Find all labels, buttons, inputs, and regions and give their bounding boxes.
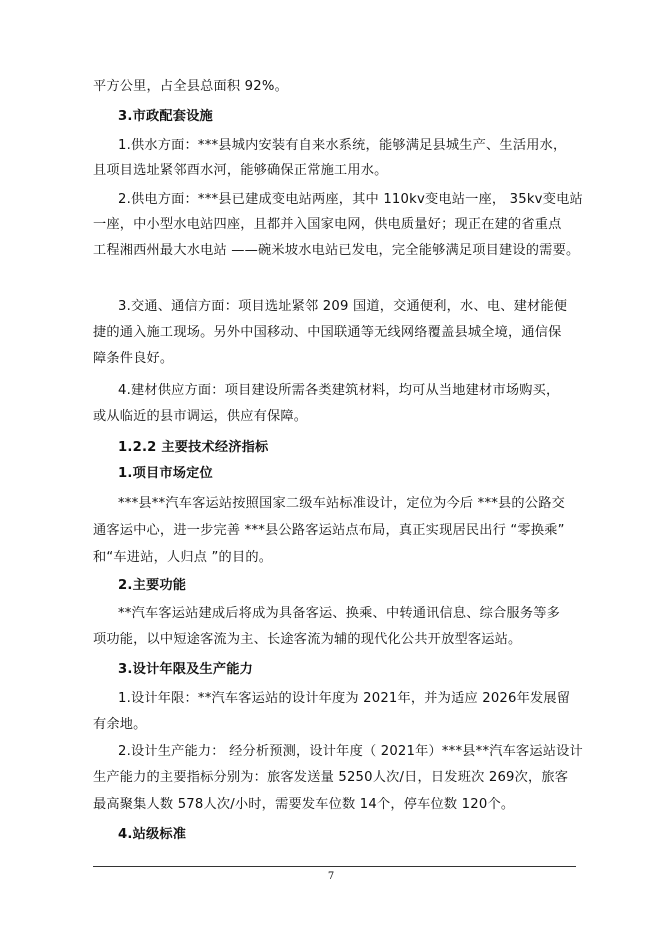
section-heading: 4.站级标准 bbox=[118, 827, 187, 842]
section-heading: 1.2.2 主要技术经济指标 bbox=[118, 440, 269, 455]
body-text-line: 障条件良好。 bbox=[93, 351, 174, 366]
section-heading: 1.项目市场定位 bbox=[118, 466, 213, 481]
body-text-line: 1.设计年限：**汽车客运站的设计年度为 2021年，并为适应 2026年发展留 bbox=[118, 691, 571, 706]
page-number: 7 bbox=[327, 871, 335, 882]
body-text-line: **汽车客运站建成后将成为具备客运、换乘、中转通讯信息、综合服务等多 bbox=[118, 606, 560, 621]
body-text-line: 一座，中小型水电站四座，且都并入国家电网，供电质量好；现正在建的省重点 bbox=[93, 217, 562, 232]
body-text-line: 2.供电方面：***县已建成变电站两座，其中 110kv变电站一座， 35kv变电站 bbox=[118, 192, 583, 207]
body-text-line: 有余地。 bbox=[93, 717, 147, 732]
body-text-line: 通客运中心，进一步完善 ***县公路客运站点布局，真正实现居民出行 “零换乘” bbox=[93, 523, 565, 538]
body-text-line: 生产能力的主要指标分别为：旅客发送量 5250人次/日，日发班次 269次，旅客 bbox=[93, 770, 569, 785]
section-heading: 3.市政配套设施 bbox=[118, 109, 213, 124]
body-text-line: 1.供水方面：***县城内安装有自来水系统，能够满足县城生产、生活用水， bbox=[118, 138, 567, 153]
section-heading: 3.设计年限及生产能力 bbox=[118, 662, 254, 677]
body-text-line: 项功能，以中短途客流为主、长途客流为辅的现代化公共开放型客运站。 bbox=[93, 632, 522, 647]
body-text-line: 和“车进站，人归点 ”的目的。 bbox=[93, 550, 273, 565]
body-text-line: 或从临近的县市调运，供应有保障。 bbox=[93, 409, 308, 424]
body-text-line: ***县**汽车客运站按照国家二级车站标准设计，定位为今后 ***县的公路交 bbox=[118, 496, 565, 511]
body-text-line: 捷的通入施工现场。另外中国移动、中国联通等无线网络覆盖县城全境，通信保 bbox=[93, 325, 562, 340]
section-heading: 2.主要功能 bbox=[118, 578, 187, 593]
body-text-line: 工程湘西州最大水电站 ——碗米坡水电站已发电，完全能够满足项目建设的需要。 bbox=[93, 243, 580, 258]
body-text-line: 且项目选址紧邻酉水河，能够确保正常施工用水。 bbox=[93, 163, 388, 178]
body-text-line: 3.交通、通信方面：项目选址紧邻 209 国道，交通便利，水、电、建材能便 bbox=[118, 299, 568, 314]
body-text-line: 最高聚集人数 578人次/小时，需要发车位数 14个，停车位数 120个。 bbox=[93, 797, 515, 812]
body-text-line: 4.建材供应方面：项目建设所需各类建筑材料，均可从当地建材市场购买， bbox=[118, 383, 560, 398]
body-text-line: 平方公里，占全县总面积 92%。 bbox=[93, 79, 288, 94]
body-text-line: 2.设计生产能力： 经分析预测，设计年度（ 2021年）***县**汽车客运站设计 bbox=[118, 744, 583, 759]
footer-divider bbox=[93, 866, 576, 867]
